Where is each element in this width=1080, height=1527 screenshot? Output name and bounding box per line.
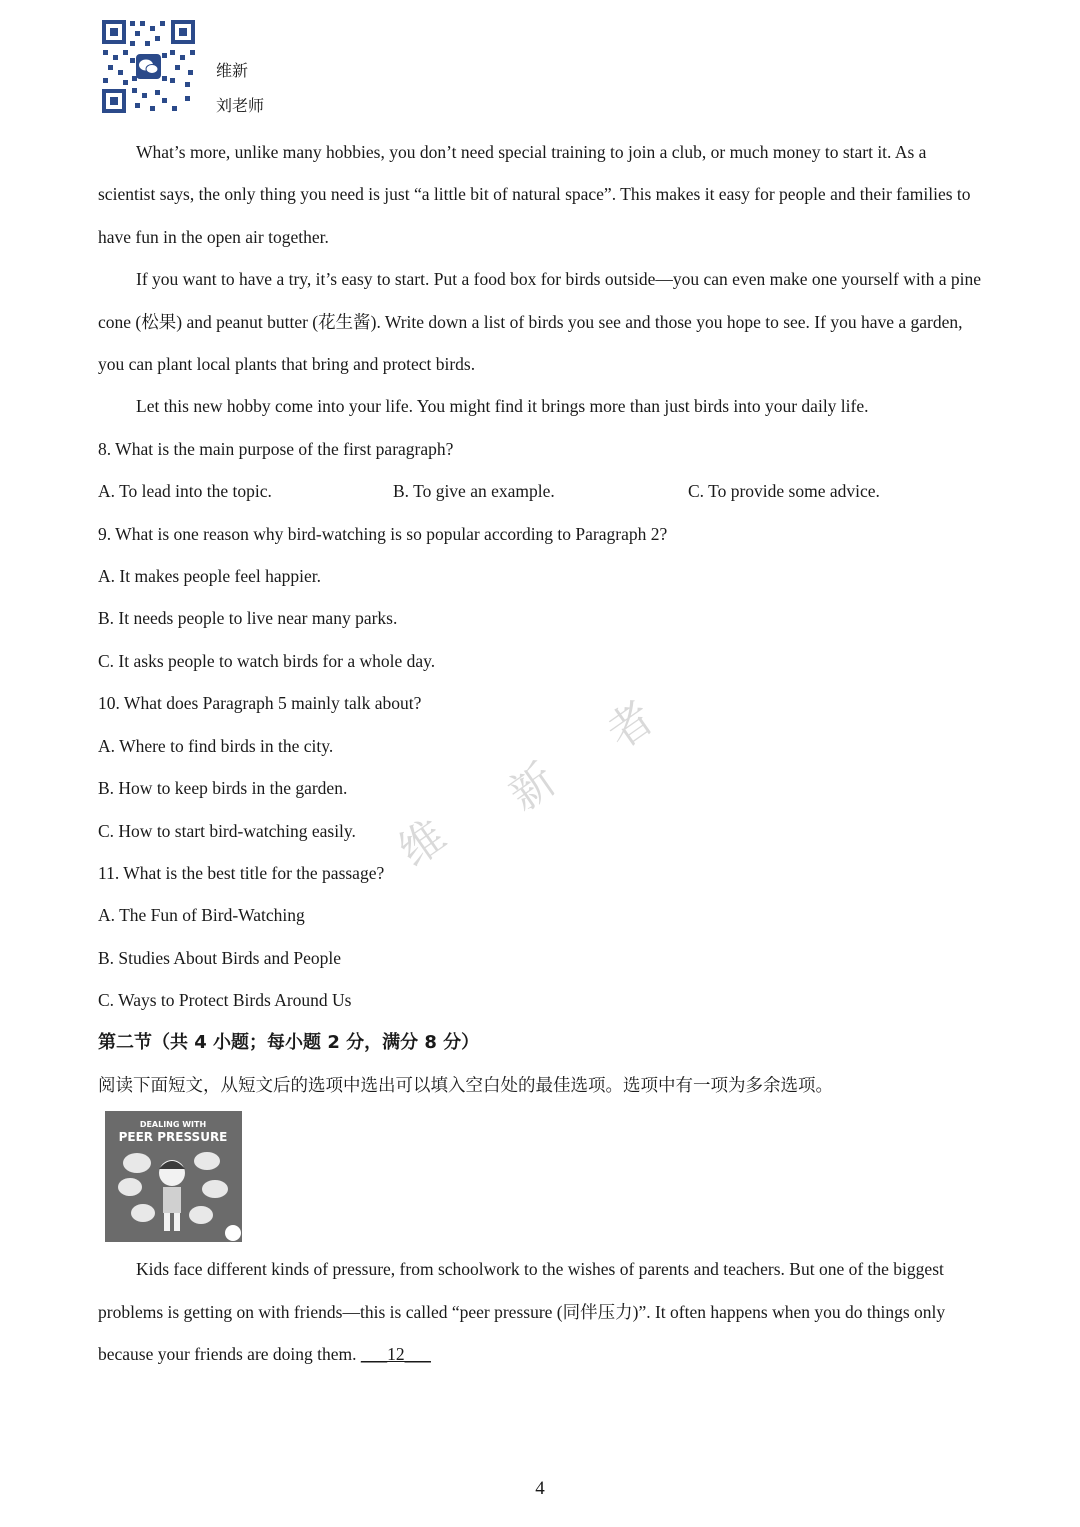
option-a: A. Where to find birds in the city. — [98, 735, 334, 756]
option-c: C. To provide some advice. — [688, 481, 880, 502]
peer-pressure-illustration — [105, 1111, 242, 1242]
watermark-char: 维 — [389, 810, 456, 878]
header-teacher: 刘老师 — [216, 98, 265, 115]
passage-paragraph — [98, 1248, 988, 1375]
watermark-char: 新 — [499, 754, 566, 822]
paragraph: Let this new hobby come into your life. You might find it brings more than just birds into your daily life. — [136, 396, 869, 417]
question-8: 8. What is the main purpose of the first paragraph? — [98, 438, 454, 459]
option-b: B. How to keep birds in the garden. — [98, 778, 348, 799]
option-a: A. The Fun of Bird-Watching — [98, 905, 305, 926]
option-c: C. How to start bird-watching easily. — [98, 820, 356, 841]
paragraph: If you want to have a try, it’s easy to start. Put a food box for birds outside—you can even make one yourself with a pine cone (松果) and peanut butter (花生酱). Write down a list of birds you see and those you hope to see. If you have a garden, you can plant local plants that bring and protect birds. — [98, 269, 981, 375]
section-heading: 第二节（共 4 小题；每小题 2 分，满分 8 分） — [98, 1031, 480, 1053]
section-instruction: 阅读下面短文，从短文后的选项中选出可以填入空白处的最佳选项。选项中有一项为多余选项。 — [98, 1074, 833, 1095]
option-c: C. Ways to Protect Birds Around Us — [98, 990, 352, 1011]
passage-text: Kids face different kinds of pressure, from schoolwork to the wishes of parents and teachers. But one of the biggest problems is getting on with friends—this is called “peer pressure (同伴压力)”. It often happens when you do things only because your friends are doing them. — [98, 1259, 946, 1365]
question-8-options — [98, 470, 988, 512]
answer-blank-12: ___12___ — [360, 1344, 431, 1365]
document-body — [98, 131, 988, 1376]
peer-pressure-image — [98, 1106, 988, 1248]
paragraph: What’s more, unlike many hobbies, you don’t need special training to join a club, or much money to start it. As a scientist says, the only thing you need is just “a little bit of natural space”. This makes it easy for people and their families to have fun in the open air together. — [98, 142, 971, 247]
option-a: A. To lead into the topic. — [98, 481, 272, 502]
qr-code-icon — [100, 18, 197, 115]
image-title-line1: DEALING WITH — [139, 1120, 207, 1130]
question-11: 11. What is the best title for the passage? — [98, 862, 385, 883]
option-c: C. It asks people to watch birds for a whole day. — [98, 650, 436, 671]
option-a: A. It makes people feel happier. — [98, 566, 322, 587]
option-b: B. Studies About Birds and People — [98, 947, 342, 968]
watermark-char: 者 — [597, 692, 664, 760]
page-header — [100, 18, 400, 118]
option-b: B. To give an example. — [393, 481, 555, 502]
question-9: 9. What is one reason why bird-watching is so popular according to Paragraph 2? — [98, 523, 668, 544]
header-name: 维新 — [216, 63, 249, 80]
question-10: 10. What does Paragraph 5 mainly talk about? — [98, 693, 422, 714]
image-title-line2: PEER PRESSURE — [118, 1130, 228, 1145]
option-b: B. It needs people to live near many parks. — [98, 608, 398, 629]
page-number: 4 — [535, 1478, 545, 1499]
